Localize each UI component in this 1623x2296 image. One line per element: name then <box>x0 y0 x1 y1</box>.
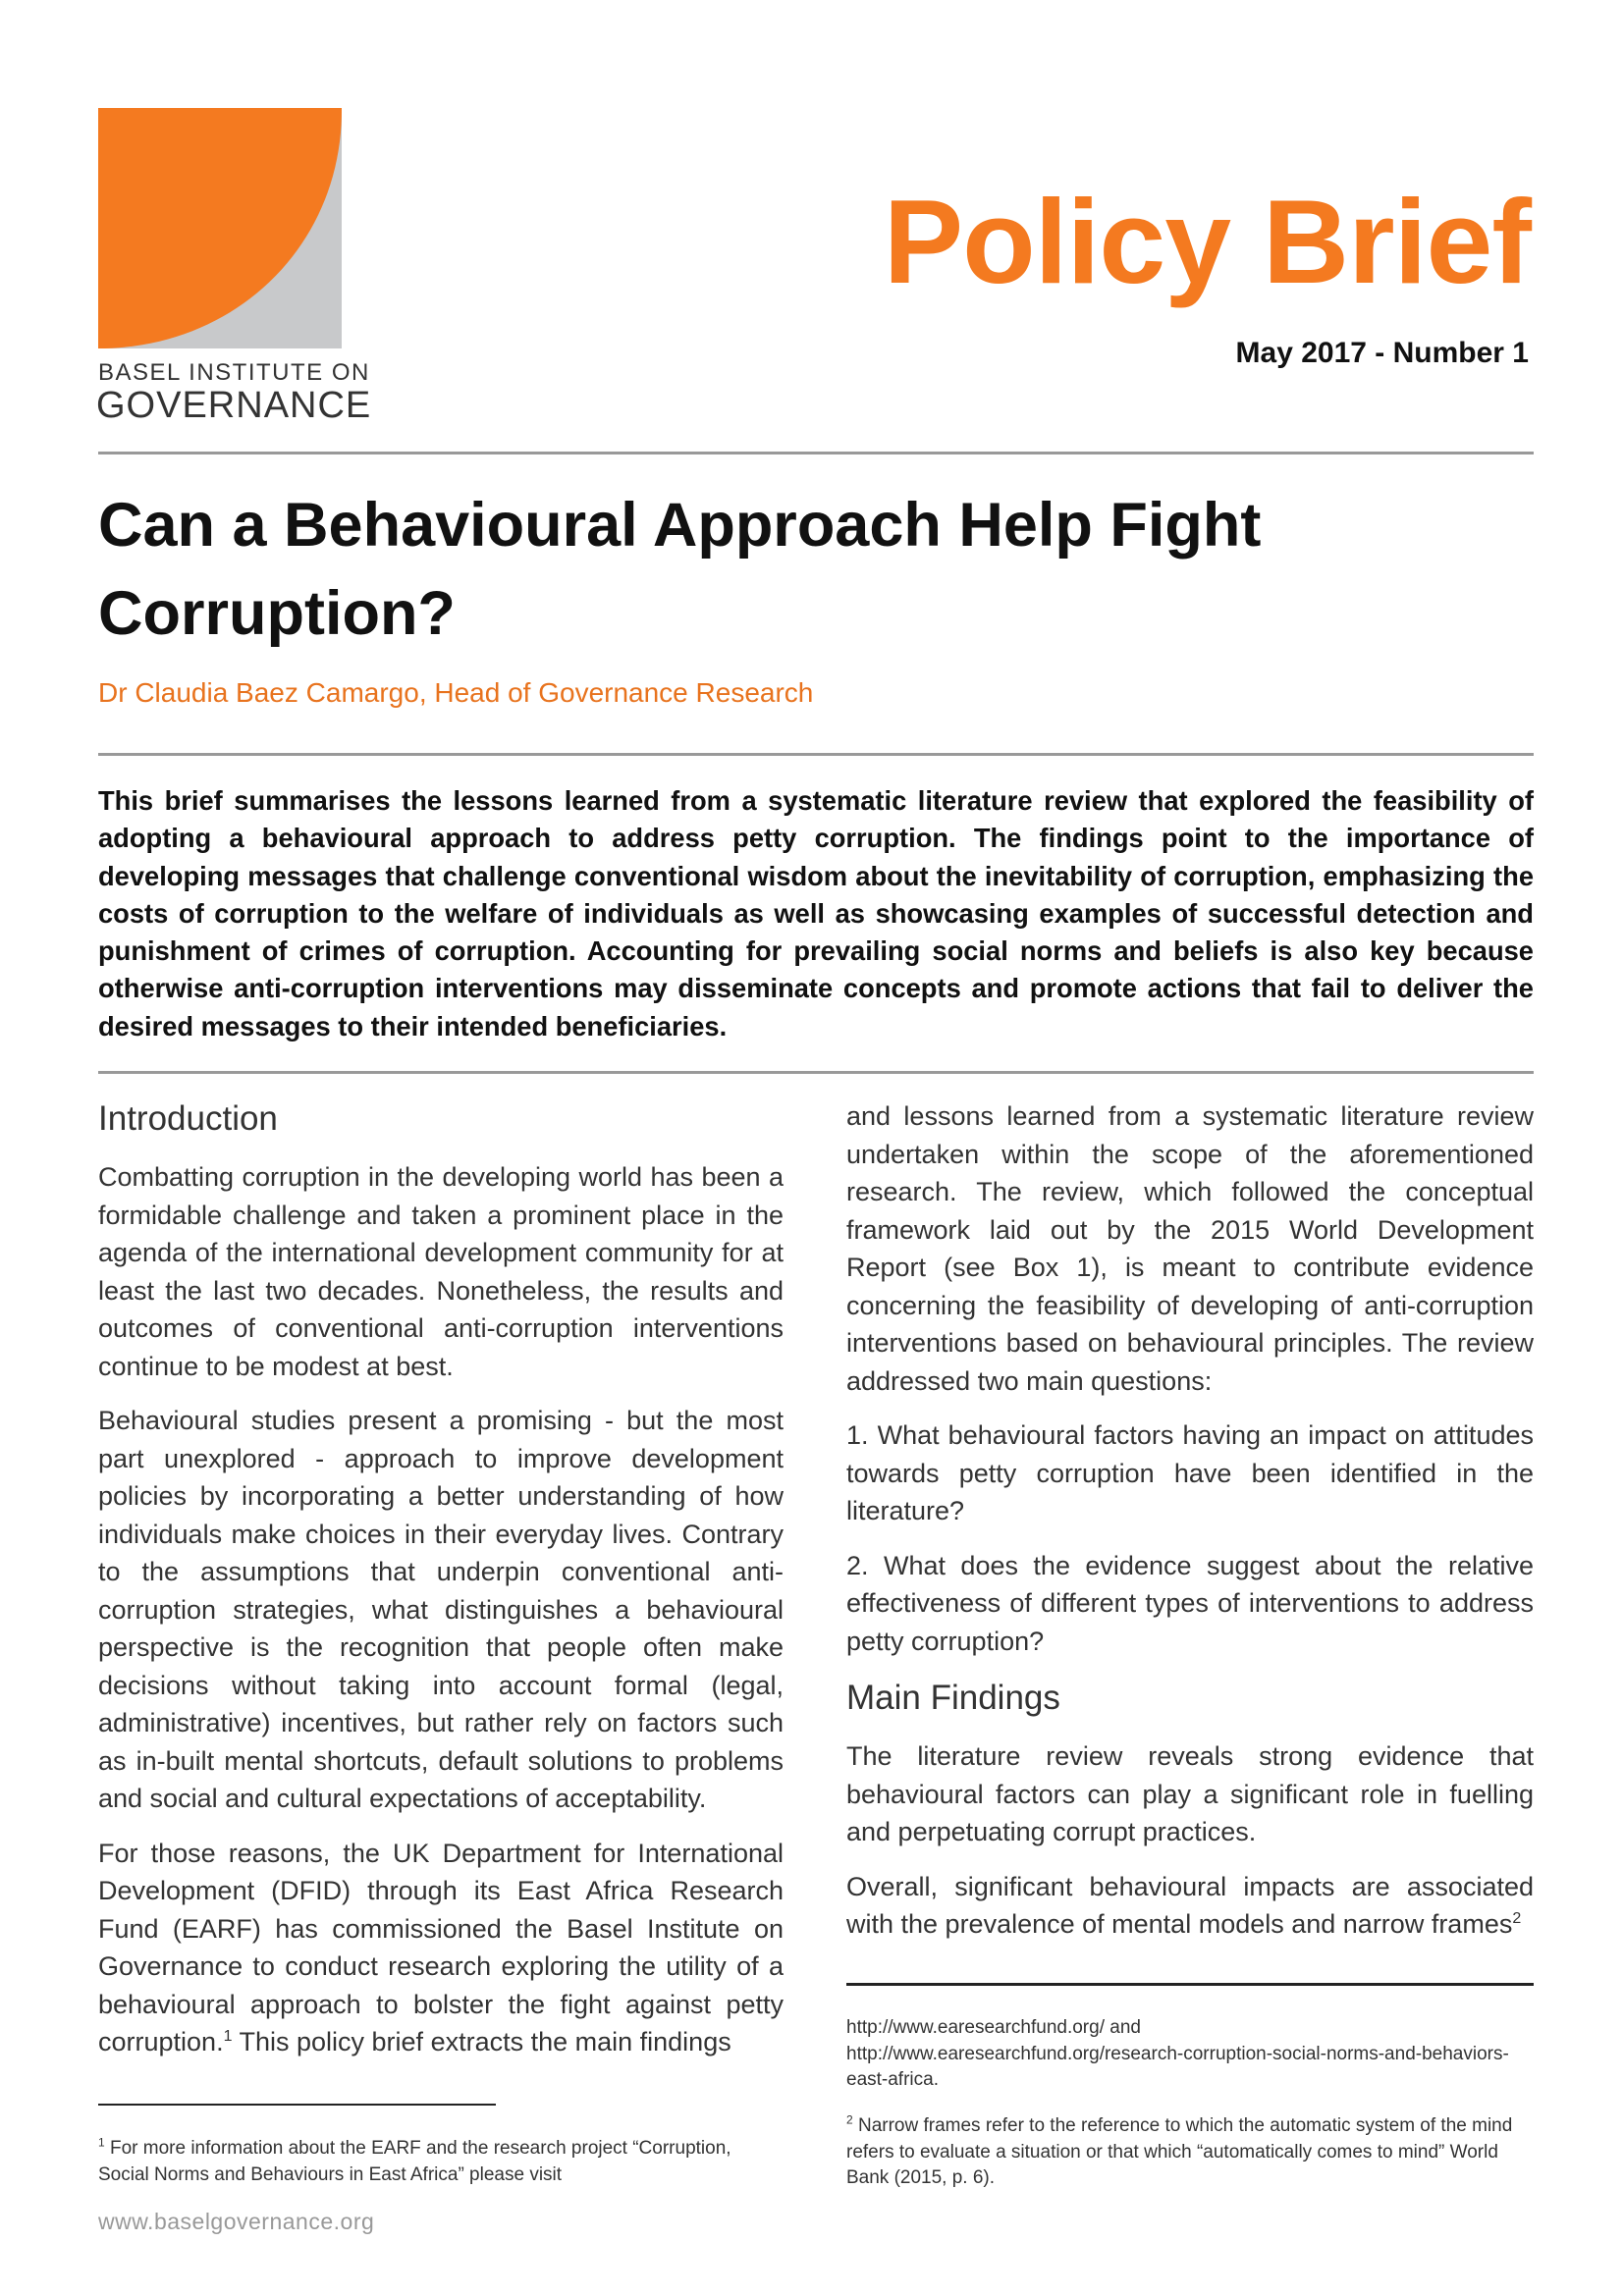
divider-abstract-top <box>98 753 1534 756</box>
section-heading-introduction: Introduction <box>98 1099 278 1138</box>
divider-abstract-bottom <box>98 1071 1534 1074</box>
findings-paragraph-2-text: Overall, significant behavioural impacts are associated with the prevalence of mental models and narrow frames <box>846 1871 1534 1939</box>
question-2: 2. What does the evidence suggest about the relative effectiveness of different types of interventions to address petty corruption? <box>846 1550 1534 1656</box>
findings-paragraph-1: The literature review reveals strong evidence that behavioural factors can play a significant role in fuelling and perpetuating corrupt practices. <box>846 1741 1534 1846</box>
footnote-divider-right <box>846 1983 1534 1986</box>
policy-brief-title: Policy Brief <box>883 175 1531 308</box>
footnote-divider-left <box>98 2104 496 2106</box>
footnote-2-text: Narrow frames refer to the reference to which the automatic system of the mind refers to evaluate a situation or that which “automatically comes to mind” World Bank (2015, p. 6). <box>846 2115 1513 2188</box>
article-title: Can a Behavioural Approach Help Fight Corruption? <box>98 491 1262 648</box>
footnote-1-number: 1 <box>98 2135 105 2150</box>
footnote-ref-1: 1 <box>223 2028 233 2045</box>
review-paragraph: and lessons learned from a systematic literature review undertaken within the scope of the aforementioned research. The review, which followed the conceptual framework laid out by the 2015 World Development Report (see Box 1), is meant to contribute evidence concerning the feasibility of developing of anti-corruption interventions based on behavioural principles. The review addressed two main questions: <box>846 1101 1534 1396</box>
footnote-ref-2: 2 <box>1512 1910 1522 1927</box>
footnote-url-1[interactable]: http://www.earesearchfund.org/ and <box>846 2017 1141 2038</box>
logo-text-line1: BASEL INSTITUTE ON <box>98 359 370 386</box>
footnote-url-2[interactable]: http://www.earesearchfund.org/research-corruption-social-norms-and-behaviors-east-africa. <box>846 2043 1509 2090</box>
footnote-1 <box>98 2136 785 2188</box>
findings-paragraph-2 <box>846 1868 1534 1944</box>
divider-top <box>98 452 1534 454</box>
intro-paragraph-1: Combatting corruption in the developing world has been a formidable challenge and taken a prominent place in the agenda of the international development community for at least the last two decades. Nonetheless, the results and outcomes of conventional anti-corruption interventions continue to be modest at best. <box>98 1162 784 1381</box>
logo-text-line2: GOVERNANCE <box>96 385 372 426</box>
intro-paragraph-3-tail: This policy brief extracts the main findings <box>232 2027 731 2056</box>
footnote-2-number: 2 <box>846 2112 853 2127</box>
section-heading-main-findings: Main Findings <box>846 1679 1060 1717</box>
footnote-1-continued <box>846 2015 1534 2094</box>
intro-paragraph-3 <box>98 1835 784 2061</box>
intro-paragraph-3-text: For those reasons, the UK Department for International Development (DFID) through its East Africa Research Fund (EARF) has commissioned the Basel Institute on Governance to conduct research exploring the utility of a behavioural approach to bolster the fight against petty corruption. <box>98 1838 784 2056</box>
website-link[interactable]: www.baselgovernance.org <box>98 2209 375 2234</box>
right-column <box>846 1097 1534 1960</box>
footnote-2 <box>846 2113 1534 2192</box>
abstract: This brief summarises the lessons learned from a systematic literature review that explored the feasibility of adopting a behavioural approach to address petty corruption. The findings point to the importance of developing messages that challenge conventional wisdom about the inevitability of corruption, emphasizing the costs of corruption to the welfare of individuals as well as showcasing examples of successful detection and punishment of crimes of corruption. Accounting for prevailing social norms and beliefs is also key because otherwise anti-corruption interventions may disseminate concepts and promote actions that fail to deliver the desired messages to their intended beneficiaries. <box>98 785 1534 1041</box>
basel-logo-mark <box>98 108 342 348</box>
question-1: 1. What behavioural factors having an impact on attitudes towards petty corruption have been identified in the literature? <box>846 1420 1534 1525</box>
left-column <box>98 1097 784 2078</box>
author-line: Dr Claudia Baez Camargo, Head of Governance Research <box>98 677 814 708</box>
issue-date: May 2017 - Number 1 <box>1235 337 1529 369</box>
intro-paragraph-2: Behavioural studies present a promising - but the most part unexplored - approach to improve development policies by incorporating a better understanding of how individuals make choices in their everyday lives. Contrary to the assumptions that underpin conventional anti-corruption strategies, what distinguishes a behavioural perspective is the recognition that people often make decisions without taking into account formal (legal, administrative) incentives, but rather rely on factors such as in-built mental shortcuts, default solutions to problems and social and cultural expectations of acceptability. <box>98 1406 784 1813</box>
footnote-1-text: For more information about the EARF and the research project “Corruption, Social Norms and Behaviours in East Africa” please visit <box>98 2138 731 2185</box>
